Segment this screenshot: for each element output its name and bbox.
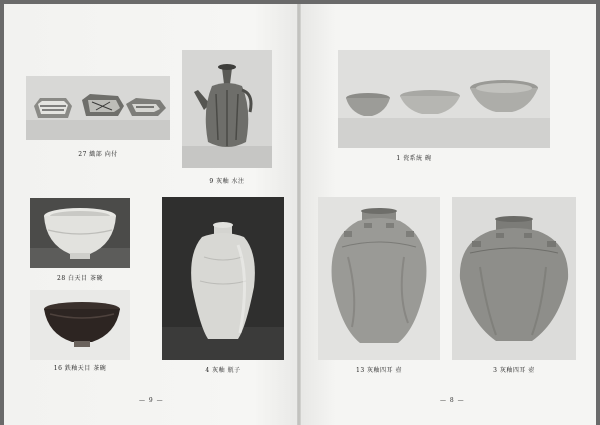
caption-plate-27: 27 織部 向付	[78, 151, 118, 158]
caption-plate-9: 9 灰釉 水注	[209, 178, 245, 185]
photo-plate-28	[30, 198, 130, 268]
page-number-left: — 9 —	[139, 397, 164, 404]
photo-plate-3	[452, 197, 576, 360]
page-number-right: — 8 —	[440, 397, 465, 404]
photo-plate-9	[182, 50, 272, 168]
photo-plate-16	[30, 290, 130, 360]
caption-plate-3: 3 灰釉四耳 壺	[493, 367, 535, 374]
caption-plate-13: 13 灰釉四耳 壺	[356, 367, 402, 374]
caption-plate-16: 16 鉄釉天目 茶碗	[53, 365, 107, 372]
caption-plate-4: 4 灰釉 瓶子	[205, 367, 241, 374]
photo-plate-4	[162, 197, 284, 360]
caption-plate-1: 1 瓷系統 碗	[396, 155, 432, 162]
photo-plate-1	[338, 50, 550, 148]
book-gutter	[297, 4, 301, 425]
photo-plate-13	[318, 197, 440, 360]
caption-plate-28: 28 白天目 茶碗	[57, 275, 103, 282]
photo-plate-27	[26, 76, 170, 140]
